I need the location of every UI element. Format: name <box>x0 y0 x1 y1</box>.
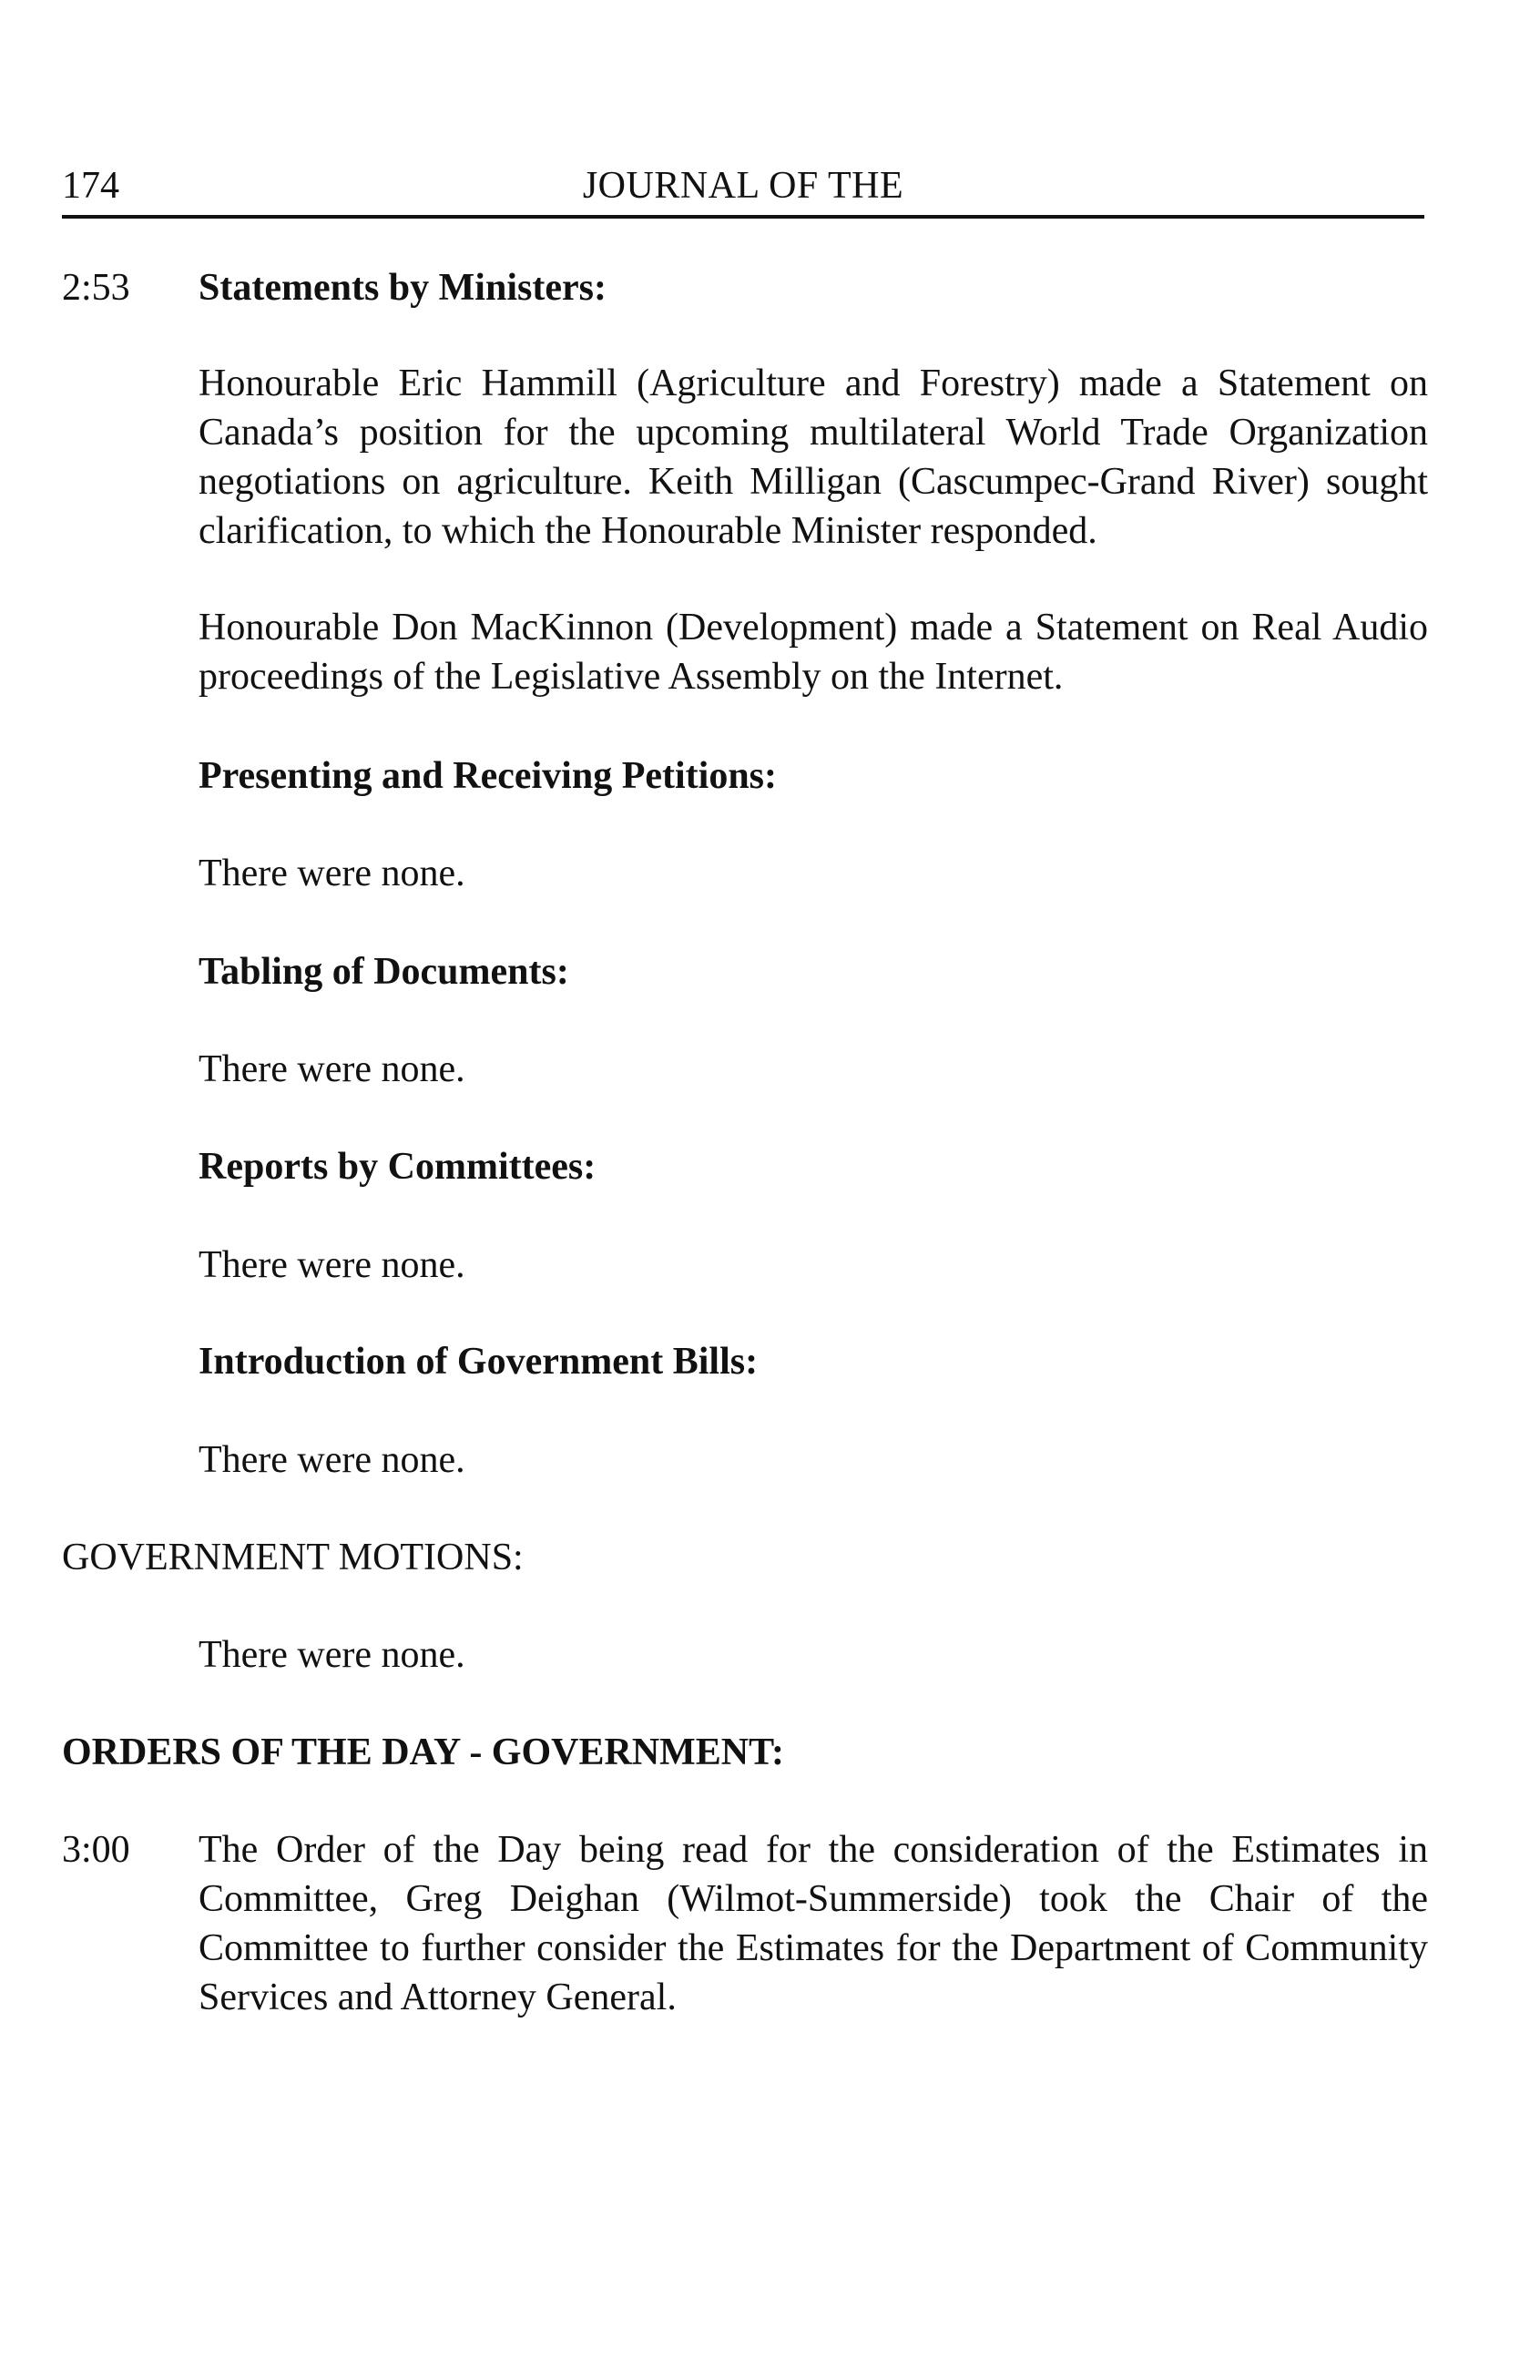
heading-reports-by-committees: Reports by Committees: <box>199 1146 597 1188</box>
heading-statements-by-ministers: Statements by Ministers: <box>199 267 607 309</box>
paragraph-hammill-statement: Honourable Eric Hammill (Agriculture and Forestry) made a Statement on Canada’s position for the upcoming multilateral World Trade Organization negotiations on agriculture. Keith Milligan (Cascumpec-Grand River) sought clarification, to which the Honourable Minister responded. <box>199 363 1428 552</box>
page-number: 174 <box>62 165 119 207</box>
heading-government-motions: GOVERNMENT MOTIONS: <box>62 1537 524 1578</box>
bills-body: There were none. <box>199 1439 465 1481</box>
petitions-body: There were none. <box>199 853 465 894</box>
tabling-body: There were none. <box>199 1048 465 1090</box>
paragraph-mackinnon-statement: Honourable Don MacKinnon (Development) made a Statement on Real Audio proceedings of the Legislative Assembly on the Internet. <box>199 607 1428 698</box>
paragraph-orders-of-the-day: The Order of the Day being read for the consideration of the Estimates in Committee, Greg Deighan (Wilmot-Summerside) took the Chair of the Committee to further consider the Estimates for the Department of Community Services and Attorney General. <box>199 1829 1428 2018</box>
heading-petitions: Presenting and Receiving Petitions: <box>199 755 778 797</box>
heading-tabling-of-documents: Tabling of Documents: <box>199 951 569 993</box>
heading-introduction-of-government-bills: Introduction of Government Bills: <box>199 1341 759 1383</box>
running-head: JOURNAL OF THE <box>582 165 904 207</box>
time-stamp-statements: 2:53 <box>62 267 130 309</box>
time-stamp-orders: 3:00 <box>62 1829 130 1871</box>
heading-orders-of-the-day-government: ORDERS OF THE DAY - GOVERNMENT: <box>62 1731 785 1773</box>
reports-body: There were none. <box>199 1244 465 1286</box>
page-header <box>62 160 1424 219</box>
government-motions-body: There were none. <box>199 1634 465 1676</box>
